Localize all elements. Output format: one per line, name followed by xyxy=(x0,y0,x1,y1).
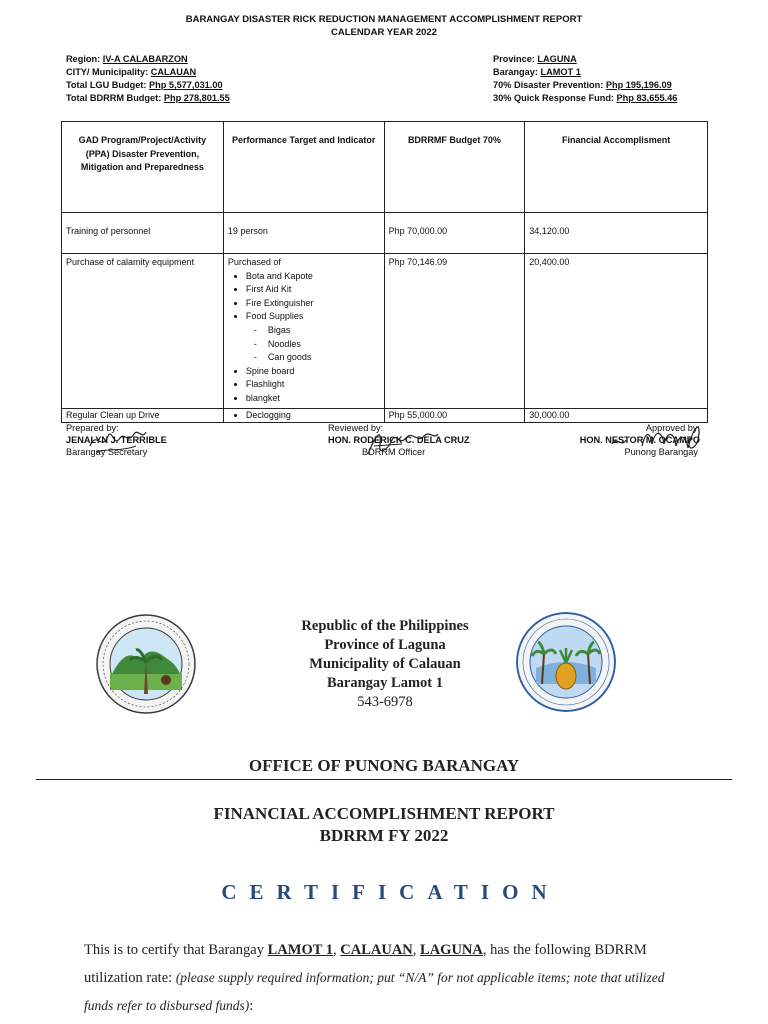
lgu-budget-label: Total LGU Budget: xyxy=(66,80,150,90)
prevention-value: Php 195,196.09 xyxy=(605,80,672,90)
header-budget: BDRRMF Budget 70% xyxy=(384,122,525,213)
reviewed-label: Reviewed by: xyxy=(328,423,384,433)
info-left xyxy=(66,53,230,105)
list-item: • Bota and Kapote xyxy=(246,270,380,284)
header-ppa: GAD Program/Project/Activity (PPA) Disaster Prevention, Mitigation and Preparedness xyxy=(62,122,224,213)
list-item: • First Aid Kit xyxy=(246,283,380,297)
office-title: OFFICE OF PUNONG BARANGAY xyxy=(248,756,520,775)
cell-ppa: Purchase of calamity equipment xyxy=(62,254,224,409)
cell-budget: Php 70,146.09 xyxy=(384,254,525,409)
table-row xyxy=(62,254,708,409)
cert-city: CALAUAN xyxy=(340,942,413,958)
letterhead-phone: 543-6978 xyxy=(357,694,413,710)
province-label: Province: xyxy=(493,54,538,64)
prepared-signature xyxy=(86,422,150,456)
accomplishment-table xyxy=(61,121,708,423)
sublist-item: - Can goods xyxy=(268,351,380,365)
cert-comma-1: , xyxy=(333,942,341,958)
city-label: CITY/ Municipality: xyxy=(66,67,151,77)
letterhead xyxy=(260,617,510,712)
letterhead-line4: Barangay Lamot 1 xyxy=(327,675,443,691)
cell-accomplishment: 34,120.00 xyxy=(525,213,708,254)
municipality-seal-icon xyxy=(516,612,616,712)
approved-label: Approved by: xyxy=(645,423,700,433)
approved-name: HON. NESTOR M. OCAMPO xyxy=(579,435,700,445)
financial-report-line1: FINANCIAL ACCOMPLISHMENT REPORT xyxy=(213,804,555,823)
barangay-seal-icon xyxy=(96,614,196,714)
province-value: LAGUNA xyxy=(537,54,577,64)
divider xyxy=(36,779,732,780)
bdrrm-budget-label: Total BDRRM Budget: xyxy=(66,93,164,103)
report-title-line1: BARANGAY DISASTER RICK REDUCTION MANAGEMENT ACCOMPLISHMENT REPORT xyxy=(185,14,583,25)
qrf-label: 30% Quick Response Fund: xyxy=(493,93,617,103)
prepared-name: JENALYN J. TERRIBLE xyxy=(66,435,167,445)
info-right xyxy=(493,53,677,105)
cell-target: 19 person xyxy=(223,213,384,254)
cert-text-2: , has the following BDRRM utilization rate: xyxy=(84,942,647,986)
report-title xyxy=(0,13,768,39)
reviewed-signature xyxy=(362,424,442,460)
letterhead-line1: Republic of the Philippines xyxy=(301,618,469,634)
table-row xyxy=(62,213,708,254)
purchase-list xyxy=(228,270,380,406)
list-item xyxy=(246,310,380,364)
letterhead-line2: Province of Laguna xyxy=(324,637,446,653)
cell-ppa: Regular Clean up Drive xyxy=(62,408,224,423)
prepared-title: Barangay Secretary xyxy=(66,447,148,457)
financial-report-title xyxy=(0,803,768,847)
cell-budget: Php 55,000.00 xyxy=(384,408,525,423)
cleanup-list xyxy=(228,409,380,423)
region-value: IV-A CALABARZON xyxy=(102,54,188,64)
food-sublist xyxy=(246,324,380,365)
list-item: • Flashlight xyxy=(246,378,380,392)
list-item: • Fire Extinguisher xyxy=(246,297,380,311)
barangay-value: LAMOT 1 xyxy=(540,67,581,77)
cert-text-1: This is to certify that Barangay xyxy=(84,942,268,958)
table-header-row xyxy=(62,122,708,213)
sublist-item: - Bigas xyxy=(268,324,380,338)
cell-accomplishment: 30,000.00 xyxy=(525,408,708,423)
header-accomplishment: Financial Accomplisment xyxy=(525,122,708,213)
purchase-intro: Purchased of xyxy=(227,257,281,267)
approved-signature xyxy=(606,418,706,458)
letterhead-line3: Municipality of Calauan xyxy=(309,656,461,672)
lgu-budget-value: Php 5,577,031.00 xyxy=(149,80,223,90)
report-title-line2: CALENDAR YEAR 2022 xyxy=(331,27,437,38)
cell-target xyxy=(223,254,384,409)
food-supplies-label: Food Supplies xyxy=(245,311,304,322)
approved-title: Punong Barangay xyxy=(624,447,698,457)
certification-body xyxy=(84,936,694,1020)
bdrrm-budget-value: Php 278,801.55 xyxy=(163,93,230,103)
cert-comma-2: , xyxy=(412,942,421,958)
list-item: • Declogging xyxy=(246,409,380,423)
list-item: • blangket xyxy=(246,392,380,406)
certification-heading: CERTIFICATION xyxy=(221,880,560,904)
cell-ppa: Training of personnel xyxy=(62,213,224,254)
barangay-label: Barangay: xyxy=(493,67,541,77)
reviewed-name: HON. RODERICK C. DELA CRUZ xyxy=(328,435,470,445)
cert-note: (please supply required information; put “N/A” for not applicable items; note that utilized funds refer to disbursed funds) xyxy=(84,970,665,1013)
financial-report-line2: BDRRM FY 2022 xyxy=(319,826,449,845)
cell-accomplishment: 20,400.00 xyxy=(525,254,708,409)
cell-target xyxy=(223,408,384,423)
prevention-label: 70% Disaster Prevention: xyxy=(493,80,606,90)
reviewed-title: BDRRM Officer xyxy=(362,447,426,457)
list-item: • Spine board xyxy=(246,365,380,379)
sublist-item: - Noodles xyxy=(268,338,380,352)
qrf-value: Php 83,655.46 xyxy=(616,93,678,103)
cert-province: LAGUNA xyxy=(420,942,483,958)
cell-budget: Php 70,000.00 xyxy=(384,213,525,254)
region-label: Region: xyxy=(66,54,103,64)
cert-colon: : xyxy=(249,998,254,1014)
prepared-label: Prepared by: xyxy=(66,423,119,433)
city-value: CALAUAN xyxy=(150,67,197,77)
cert-barangay: LAMOT 1 xyxy=(267,942,334,958)
header-target: Performance Target and Indicator xyxy=(223,122,384,213)
